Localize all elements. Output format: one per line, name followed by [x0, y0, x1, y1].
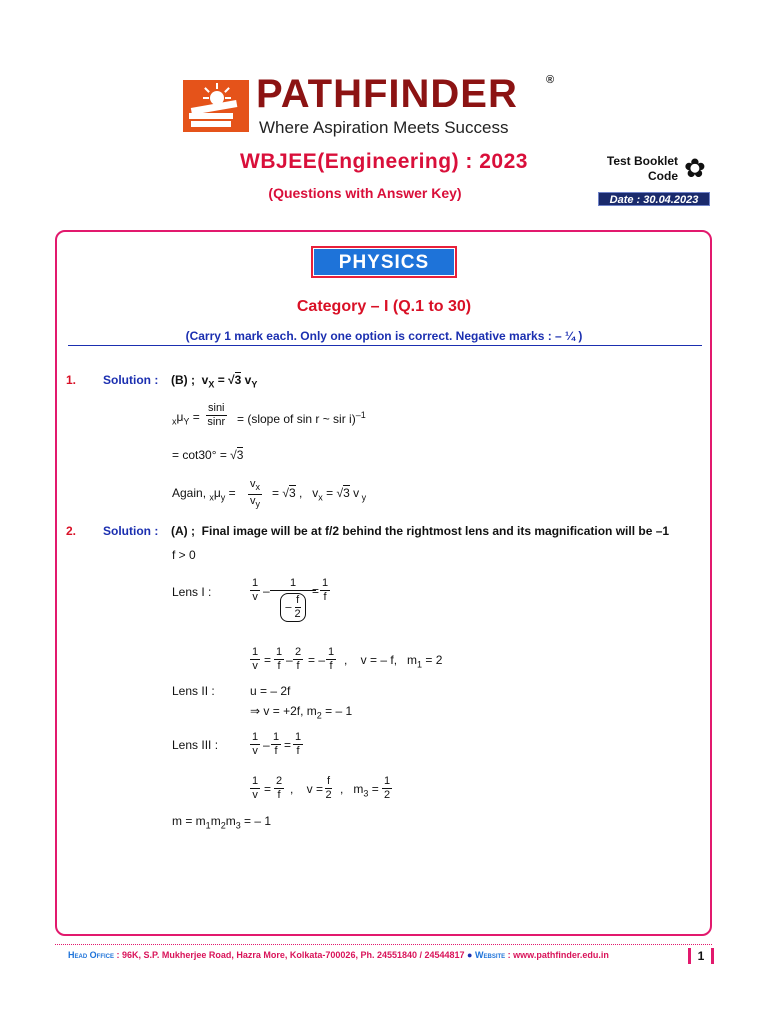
answer-statement: Final image will be at f/2 behind the rightmost lens and its magnification will be –1	[201, 524, 670, 538]
q1-again-line: Again, $_x\mu_y$ =	[172, 486, 236, 503]
q1-cot-line: = cot30° = √3	[172, 448, 244, 462]
frac-1-f: $\frac{1}{f}$	[276, 646, 283, 672]
solution-label: Solution :	[103, 373, 159, 387]
q1-vx-vy-fraction: $\frac{v_x}{v_y}$	[250, 478, 260, 510]
frac-1-v: $\frac{1}{v}$	[252, 577, 259, 603]
lens-2-object-distance: u = – 2f	[250, 684, 291, 698]
frac-2-f: $\frac{2}{f}$	[276, 775, 283, 801]
q2-answer	[171, 524, 669, 538]
lens-2-image: ⇒ v = +2f, $m_2$ = – 1	[250, 704, 353, 721]
solution-label: Solution :	[103, 524, 159, 538]
subject-title: PHYSICS	[313, 248, 455, 276]
question-number: 1.	[66, 373, 77, 387]
frac-1-v: $\frac{1}{v}$	[252, 775, 259, 801]
equals-sign: =	[264, 653, 272, 667]
equals-sign: =	[312, 584, 320, 598]
category-heading: Category – I (Q.1 to 30)	[296, 298, 472, 315]
q1-slope-text: = (slope of sin r ~ sir i)$^{-1}$	[237, 410, 366, 426]
q2-condition: f > 0	[172, 548, 196, 562]
lens-2-label: Lens II :	[172, 684, 215, 698]
lens-1-result: , v = – f, $m_1 = 2$	[344, 653, 443, 670]
magnification-result: $m = m_1m_2m_3$ = – 1	[172, 814, 272, 831]
comma-v-equals: , v =	[290, 782, 324, 796]
equals-sign: =	[284, 738, 292, 752]
frac-1-2: $\frac{1}{2}$	[384, 775, 391, 801]
exam-title: WBJEE(Engineering) : 2023	[240, 150, 528, 173]
result-prefix: m = m	[172, 814, 206, 828]
minus-sign: –	[263, 584, 270, 598]
frac-1-v: $\frac{1}{v}$	[252, 646, 259, 672]
minus-sign: –	[263, 738, 270, 752]
answer-option: (A) ;	[171, 524, 195, 538]
footer-divider	[55, 944, 712, 945]
website-url[interactable]: : www.pathfinder.edu.in	[505, 950, 609, 960]
website-label: Website	[475, 950, 506, 960]
frac-1-f: $\frac{1}{f}$	[273, 731, 280, 757]
pathfinder-logo-icon	[183, 80, 249, 132]
slope-expression: = (slope of sin r ~ sir i)	[237, 412, 356, 426]
frac-1-f: $\frac{1}{f}$	[328, 646, 335, 672]
tagline: Where Aspiration Meets Success	[259, 118, 509, 137]
marking-instructions: (Carry 1 mark each. Only one option is correct. Negative marks : – ¼ )	[185, 329, 583, 343]
lens-2-image-text: ⇒ v = +2f, m	[250, 704, 317, 718]
brand-name: PATHFINDER	[256, 72, 518, 116]
frac-1-f: $\frac{1}{f}$	[295, 731, 302, 757]
booklet-label: Test Booklet	[606, 154, 678, 168]
registered-mark: ®	[546, 74, 555, 86]
divider	[68, 345, 702, 346]
q1-answer: (B) ; $v_X = √3$ $v_Y$	[171, 373, 258, 390]
date-badge: Date : 30.04.2023	[598, 192, 710, 206]
question-number: 2.	[66, 524, 77, 538]
booklet-code-flower-icon: ✿	[684, 153, 706, 183]
frac-1-neg-f2: 1 – $\frac{f}{2}$	[270, 577, 316, 622]
head-office-label: Head Office	[68, 950, 115, 960]
frac-1-v: $\frac{1}{v}$	[252, 731, 259, 757]
frac-1-f: $\frac{1}{f}$	[322, 577, 329, 603]
cot-expression: = cot30° =	[172, 448, 227, 462]
equals-sign: =	[264, 782, 272, 796]
exam-subtitle: (Questions with Answer Key)	[268, 185, 462, 201]
head-office-address: : 96K, S.P. Mukherjee Road, Hazra More, Kolkata-700026, Ph. 24551840 / 24544817	[114, 950, 468, 960]
frac-2-f: $\frac{2}{f}$	[295, 646, 302, 672]
m3-label: , $m_3$ =	[340, 782, 379, 799]
bullet-icon: ●	[467, 950, 473, 960]
lens-3-label: Lens III :	[172, 738, 219, 752]
booklet-code-label: Code	[648, 169, 678, 183]
answer-option: (B) ;	[171, 373, 195, 387]
frac-f-2: $\frac{f}{2}$	[325, 775, 332, 801]
subject-banner	[311, 246, 457, 278]
equals-minus: = –	[308, 653, 326, 667]
again-label: Again,	[172, 486, 207, 500]
q1-mu-symbol: $_x\mu_Y$ =	[172, 410, 200, 427]
q1-again-result: = √3 , $v_x = √3$ v $_y$	[272, 486, 367, 503]
page-number: 1	[688, 948, 714, 964]
minus-sign: –	[286, 653, 293, 667]
footer-address	[68, 950, 609, 960]
q1-fraction: $\frac{\sin i}{\sin r}$	[207, 402, 226, 428]
lens-1-label: Lens I :	[172, 585, 212, 599]
test-booklet-code	[598, 154, 678, 184]
